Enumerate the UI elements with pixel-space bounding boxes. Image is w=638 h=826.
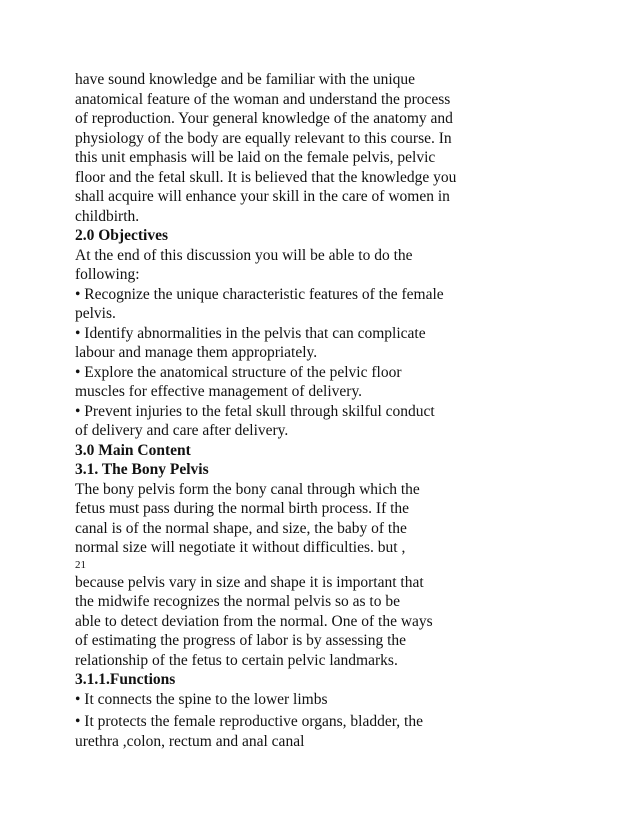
document-page [75,70,615,751]
text-line: canal is of the normal shape, and size, the baby of the [75,519,407,537]
text-line: because pelvis vary in size and shape it is important that [75,573,424,591]
subsection-heading-functions: 3.1.1.Functions [75,671,176,688]
intro-paragraph [75,70,615,226]
bullet-item: • It connects the spine to the lower limbs [75,690,328,708]
text-line: shall acquire will enhance your skill in the care of women in [75,188,450,205]
text-line: The bony pelvis form the bony canal through which the [75,480,420,498]
bullet-item: • It protects the female reproductive organs, bladder, the [75,713,423,730]
page-number: 21 [75,558,86,571]
bullet-item: • Explore the anatomical structure of the pelvic floor [75,363,402,381]
text-line: of delivery and care after delivery. [75,422,289,439]
text-line: pelvis. [75,305,116,322]
subsection-heading-bony-pelvis: 3.1. The Bony Pelvis [75,461,209,478]
text-line: urethra ,colon, rectum and anal canal [75,732,305,750]
section-heading-main-content: 3.0 Main Content [75,441,191,459]
text-line: muscles for effective management of delivery. [75,383,363,400]
bullet-item: • Prevent injuries to the fetal skull through skilful conduct [75,402,435,420]
bullet-item: • Recognize the unique characteristic features of the female [75,285,444,303]
text-line: At the end of this discussion you will be able to do the [75,246,413,264]
text-line: following: [75,266,140,283]
text-line: anatomical feature of the woman and understand the process [75,90,451,108]
text-line: childbirth. [75,207,140,225]
text-line: this unit emphasis will be laid on the female pelvis, pelvic [75,149,436,166]
text-line: of estimating the progress of labor is by assessing the [75,632,407,649]
functions-section [75,670,615,751]
text-line: normal size will negotiate it without difficulties. but , [75,539,406,556]
text-line: floor and the fetal skull. It is believed that the knowledge you [75,168,457,186]
text-line: physiology of the body are equally relevant to this course. In [75,129,452,147]
text-line: of reproduction. Your general knowledge of the anatomy and [75,110,453,127]
text-line: have sound knowledge and be familiar with the unique [75,71,416,88]
bullet-item: • Identify abnormalities in the pelvis that can complicate [75,324,426,342]
text-line: labour and manage them appropriately. [75,344,318,361]
main-content-section [75,441,615,671]
text-line: relationship of the fetus to certain pelvic landmarks. [75,651,398,669]
text-line: the midwife recognizes the normal pelvis so as to be [75,593,400,610]
text-line: able to detect deviation from the normal. One of the ways [75,612,433,630]
section-heading-objectives: 2.0 Objectives [75,227,168,244]
text-line: fetus must pass during the normal birth process. If the [75,500,410,517]
objectives-section [75,226,615,441]
